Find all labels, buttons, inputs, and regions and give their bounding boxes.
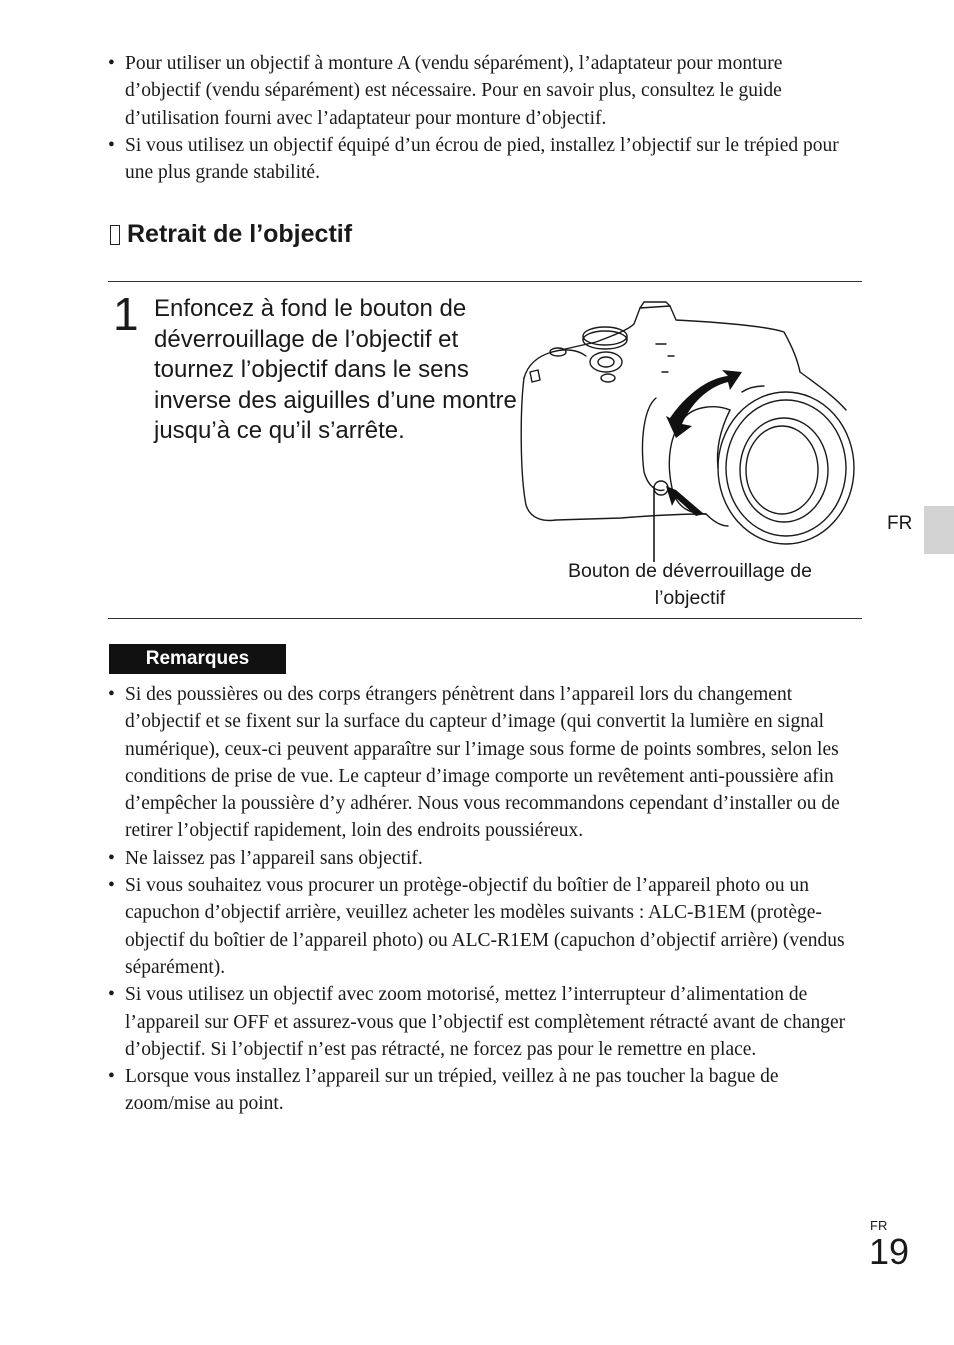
bullet-item: • Pour utiliser un objectif à monture A (vendu séparément), l’adaptateur pour monture d’objectif (vendu séparément) est nécessaire. Pour en savoir plus, consultez le guide d’utilisation fourni avec l’adaptateur pour monture d’objectif. <box>108 50 858 132</box>
step-top-divider <box>108 281 862 282</box>
remarques-list <box>108 681 858 1118</box>
remarque-item: • Si vous souhaitez vous procurer un protège-objectif du boîtier de l’appareil photo ou un capuchon d’objectif arrière, veuillez acheter les modèles suivants : ALC-B1EM (protège-objectif du boîtier de l’appareil photo) ou ALC-R1EM (capuchon d’objectif arrière) (vendus séparément). <box>108 872 858 981</box>
remarque-item: • Si vous utilisez un objectif avec zoom motorisé, mettez l’interrupteur d’alimentation de l’appareil sur OFF et assurez-vous que l’objectif est complètement rétracté avant de changer d’objectif. Si l’objectif n’est pas rétracté, ne forcez pas pour le remettre en place. <box>108 981 858 1063</box>
top-bullet-list <box>108 50 858 186</box>
remarques-label: Remarques <box>109 644 286 674</box>
bullet-item: • Si vous utilisez un objectif équipé d’un écrou de pied, installez l’objectif sur le trépied pour une plus grande stabilité. <box>108 132 858 187</box>
illustration-caption: Bouton de déverrouillage de l’objectif <box>568 560 812 609</box>
remarque-item: • Lorsque vous installez l’appareil sur un trépied, veillez à ne pas toucher la bague de zoom/mise au point. <box>108 1063 858 1118</box>
step-bottom-divider <box>108 618 862 619</box>
page-number: 19 <box>869 1231 910 1272</box>
side-language-label: FR <box>887 513 913 534</box>
remarque-item: • Ne laissez pas l’appareil sans objectif. <box>108 845 858 872</box>
section-title-text: Retrait de l’objectif <box>127 220 353 248</box>
footer-language-label: FR <box>870 1218 888 1233</box>
camera-lens-removal-illustration-icon <box>516 300 864 562</box>
section-heading <box>110 220 352 249</box>
heading-marker-icon <box>110 225 120 245</box>
side-language-tab <box>924 506 954 554</box>
remarque-item: • Si des poussières ou des corps étrangers pénètrent dans l’appareil lors du changement d’objectif et se fixent sur la surface du capteur d’image (qui convertit la lumière en signal numérique), ceux-ci peuvent apparaître sur l’image sous forme de points sombres, selon les conditions de prise de vue. Le capteur d’image comporte un revêtement anti-poussière afin d’empêcher la poussière d’y adhérer. Nous vous recommandons cependant d’installer ou de retirer l’objectif rapidement, loin des endroits poussiéreux. <box>108 681 858 845</box>
step-instruction: Enfoncez à fond le bouton de déverrouillage de l’objectif et tournez l’objectif dans le sens inverse des aiguilles d’une montre jusqu’à ce qu’il s’arrête. <box>154 295 517 445</box>
step-number: 1 <box>113 288 139 340</box>
